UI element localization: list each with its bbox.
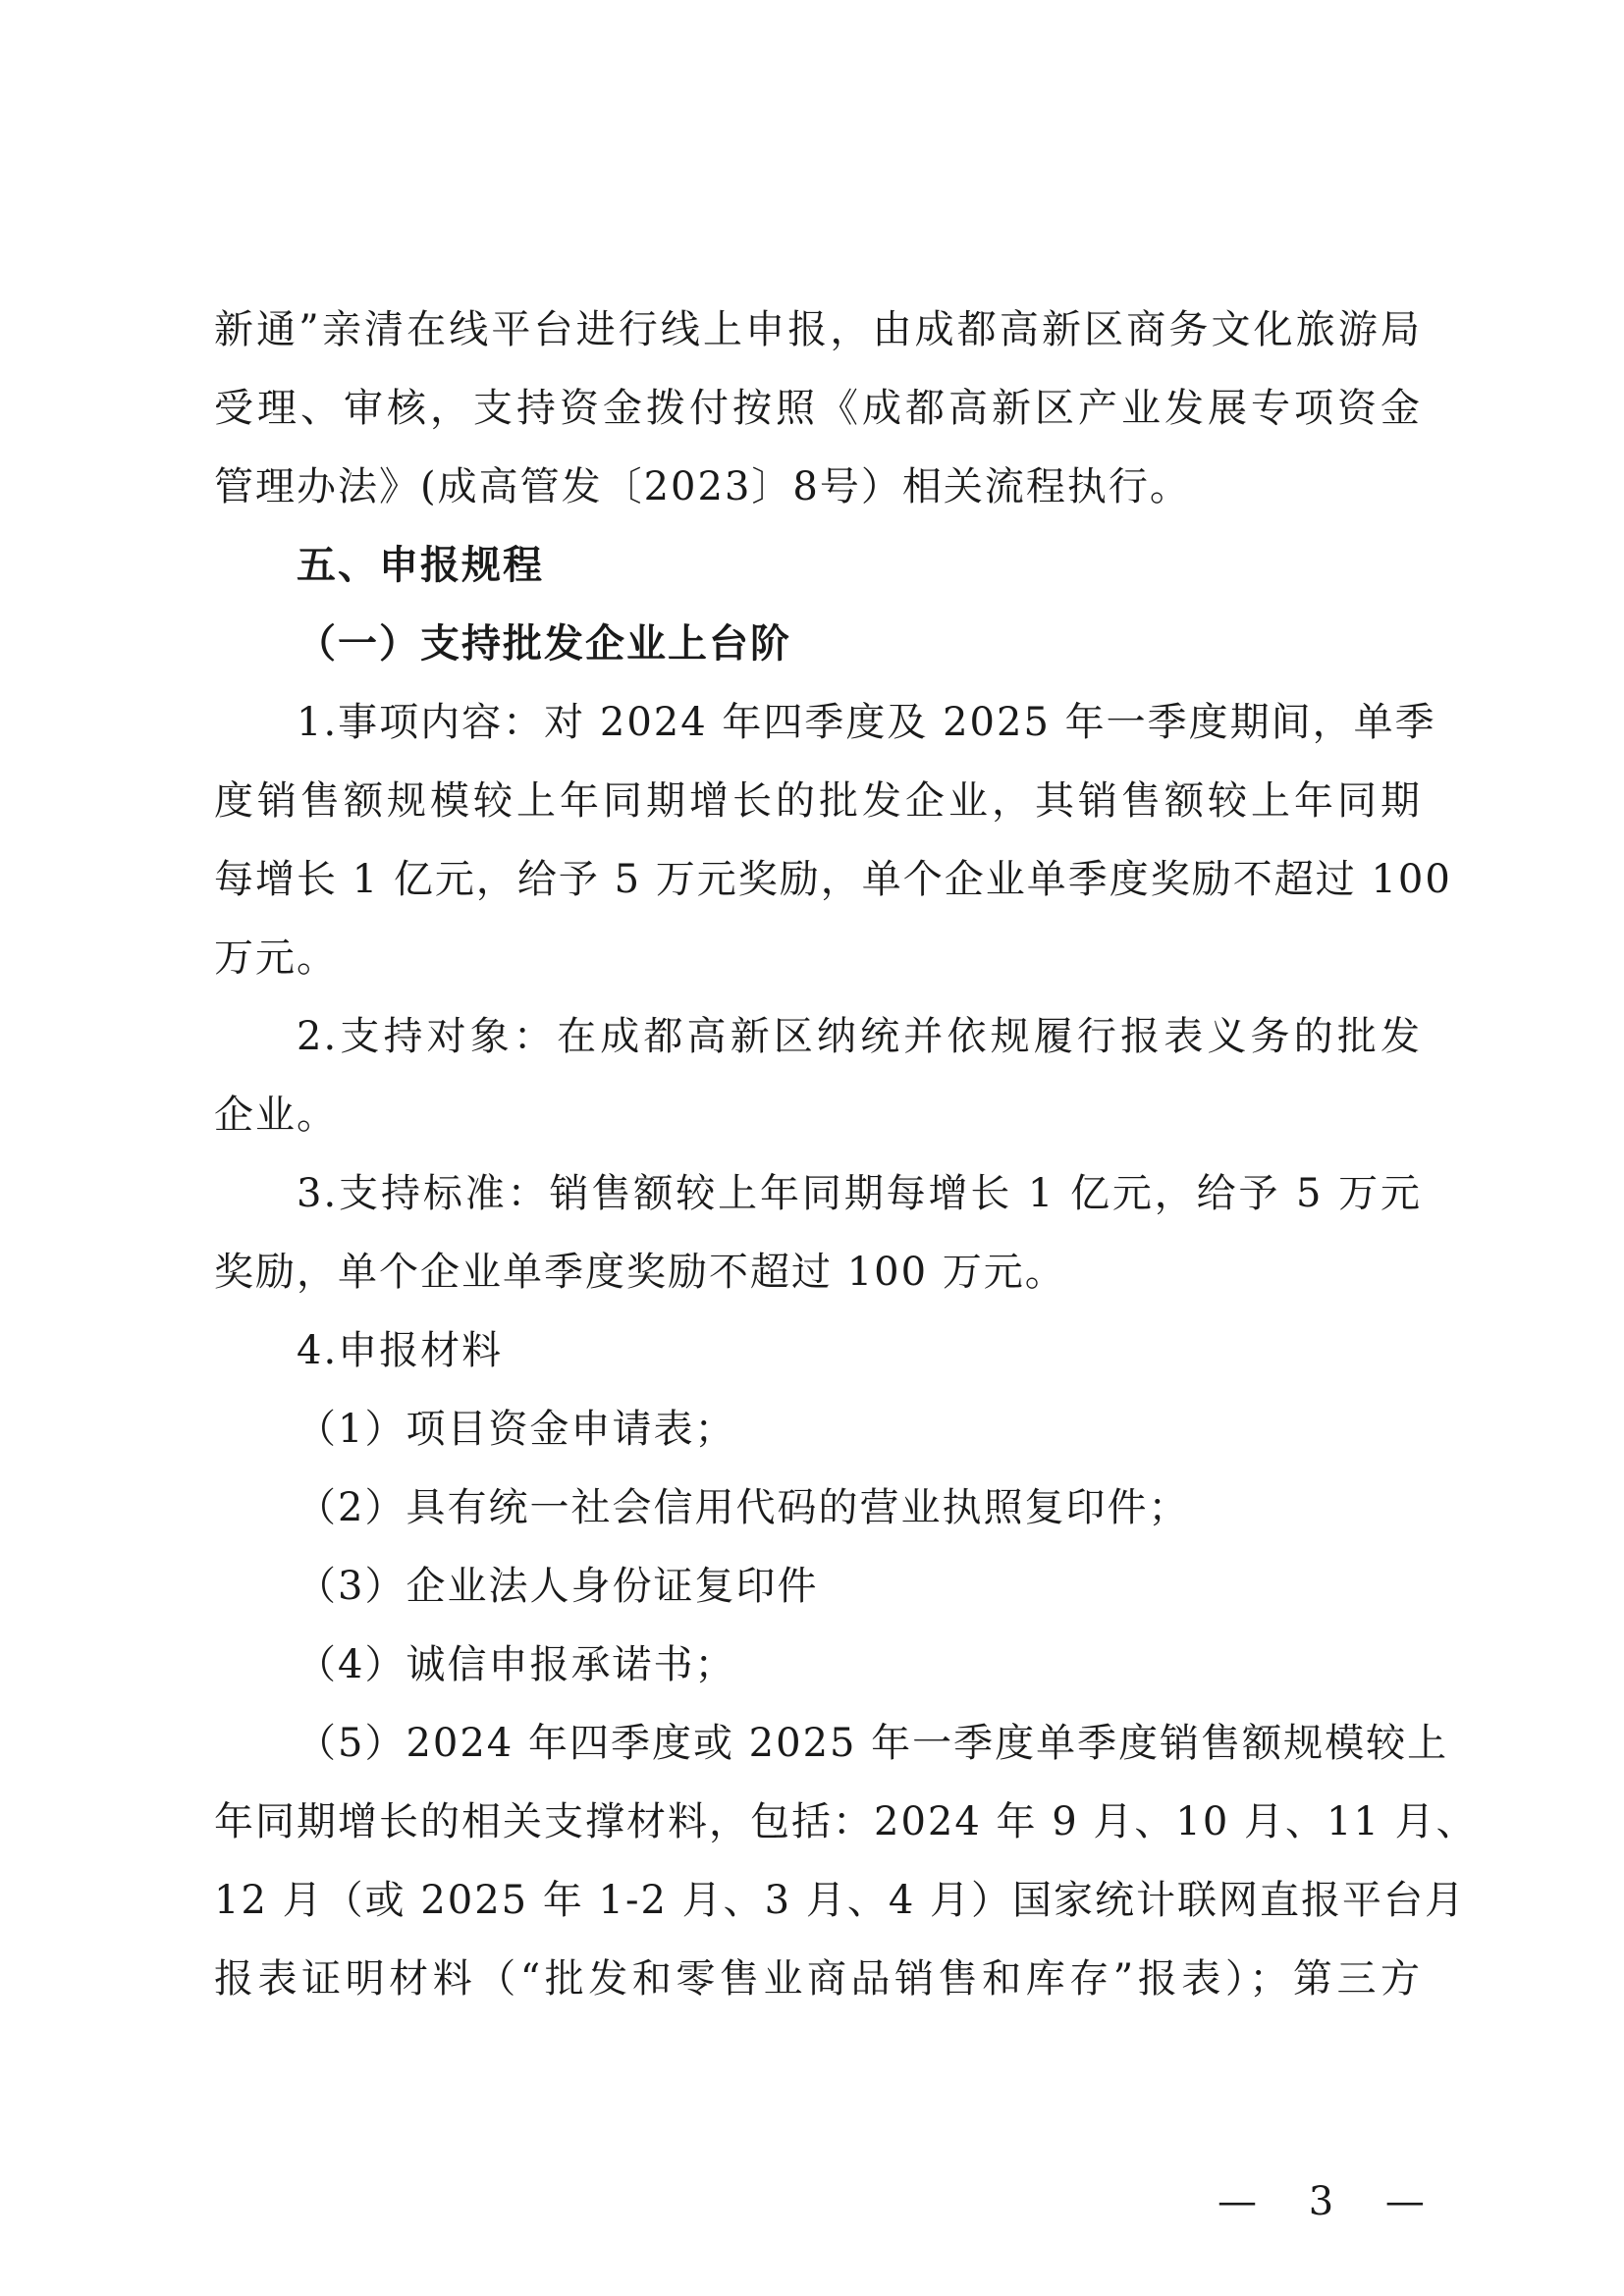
item-2-target bbox=[214, 997, 1422, 1154]
paragraph-line: 年同期增长的相关支撑材料，包括：2024 年 9 月、10 月、11 月、 bbox=[214, 1799, 1478, 1844]
page-number: — 3 — bbox=[1218, 2179, 1444, 2224]
paragraph-line: 管理办法》(成高管发〔2023〕8号）相关流程执行。 bbox=[214, 464, 1191, 509]
item-3-standard bbox=[214, 1154, 1422, 1311]
paragraph-line: 报表证明材料（“批发和零售业商品销售和库存”报表）；第三方 bbox=[214, 1956, 1422, 2002]
paragraph-line: 万元。 bbox=[214, 935, 338, 981]
paragraph-line: 4.申报材料 bbox=[297, 1328, 504, 1373]
item-4-materials bbox=[214, 1311, 1478, 2018]
paragraph-line: 3.支持标准：销售额较上年同期每增长 1 亿元，给予 5 万元 bbox=[297, 1171, 1422, 1216]
list-item: （3）企业法人身份证复印件 bbox=[297, 1564, 819, 1609]
section-heading: 五、申报规程 bbox=[297, 543, 544, 588]
subsection-heading: （一）支持批发企业上台阶 bbox=[297, 620, 791, 667]
paragraph-line: 1.事项内容：对 2024 年四季度及 2025 年一季度期间，单季 bbox=[297, 700, 1436, 745]
list-item: （5）2024 年四季度或 2025 年一季度单季度销售额规模较上 bbox=[297, 1721, 1449, 1766]
item-1-content bbox=[214, 683, 1452, 997]
paragraph-line: 奖励，单个企业单季度奖励不超过 100 万元。 bbox=[214, 1250, 1066, 1295]
list-item: （4）诚信申报承诺书； bbox=[297, 1642, 736, 1687]
section-heading-block bbox=[214, 526, 1422, 683]
paragraph-line: 受理、审核，支持资金拨付按照《成都高新区产业发展专项资金 bbox=[214, 386, 1422, 431]
list-item: （2）具有统一社会信用代码的营业执照复印件； bbox=[297, 1485, 1190, 1530]
paragraph-line: 12 月（或 2025 年 1-2 月、3 月、4 月）国家统计联网直报平台月 bbox=[214, 1878, 1467, 1923]
paragraph-line: 2.支持对象：在成都高新区纳统并依规履行报表义务的批发 bbox=[297, 1014, 1422, 1059]
paragraph-line: 每增长 1 亿元，给予 5 万元奖励，单个企业单季度奖励不超过 100 bbox=[214, 857, 1452, 902]
paragraph-line: 企业。 bbox=[214, 1093, 338, 1138]
paragraph-line: 新通”亲清在线平台进行线上申报，由成都高新区商务文化旅游局 bbox=[214, 307, 1422, 352]
paragraph-line: 度销售额规模较上年同期增长的批发企业，其销售额较上年同期 bbox=[214, 778, 1422, 824]
body-text bbox=[214, 291, 1422, 526]
list-item: （1）项目资金申请表； bbox=[297, 1407, 736, 1452]
